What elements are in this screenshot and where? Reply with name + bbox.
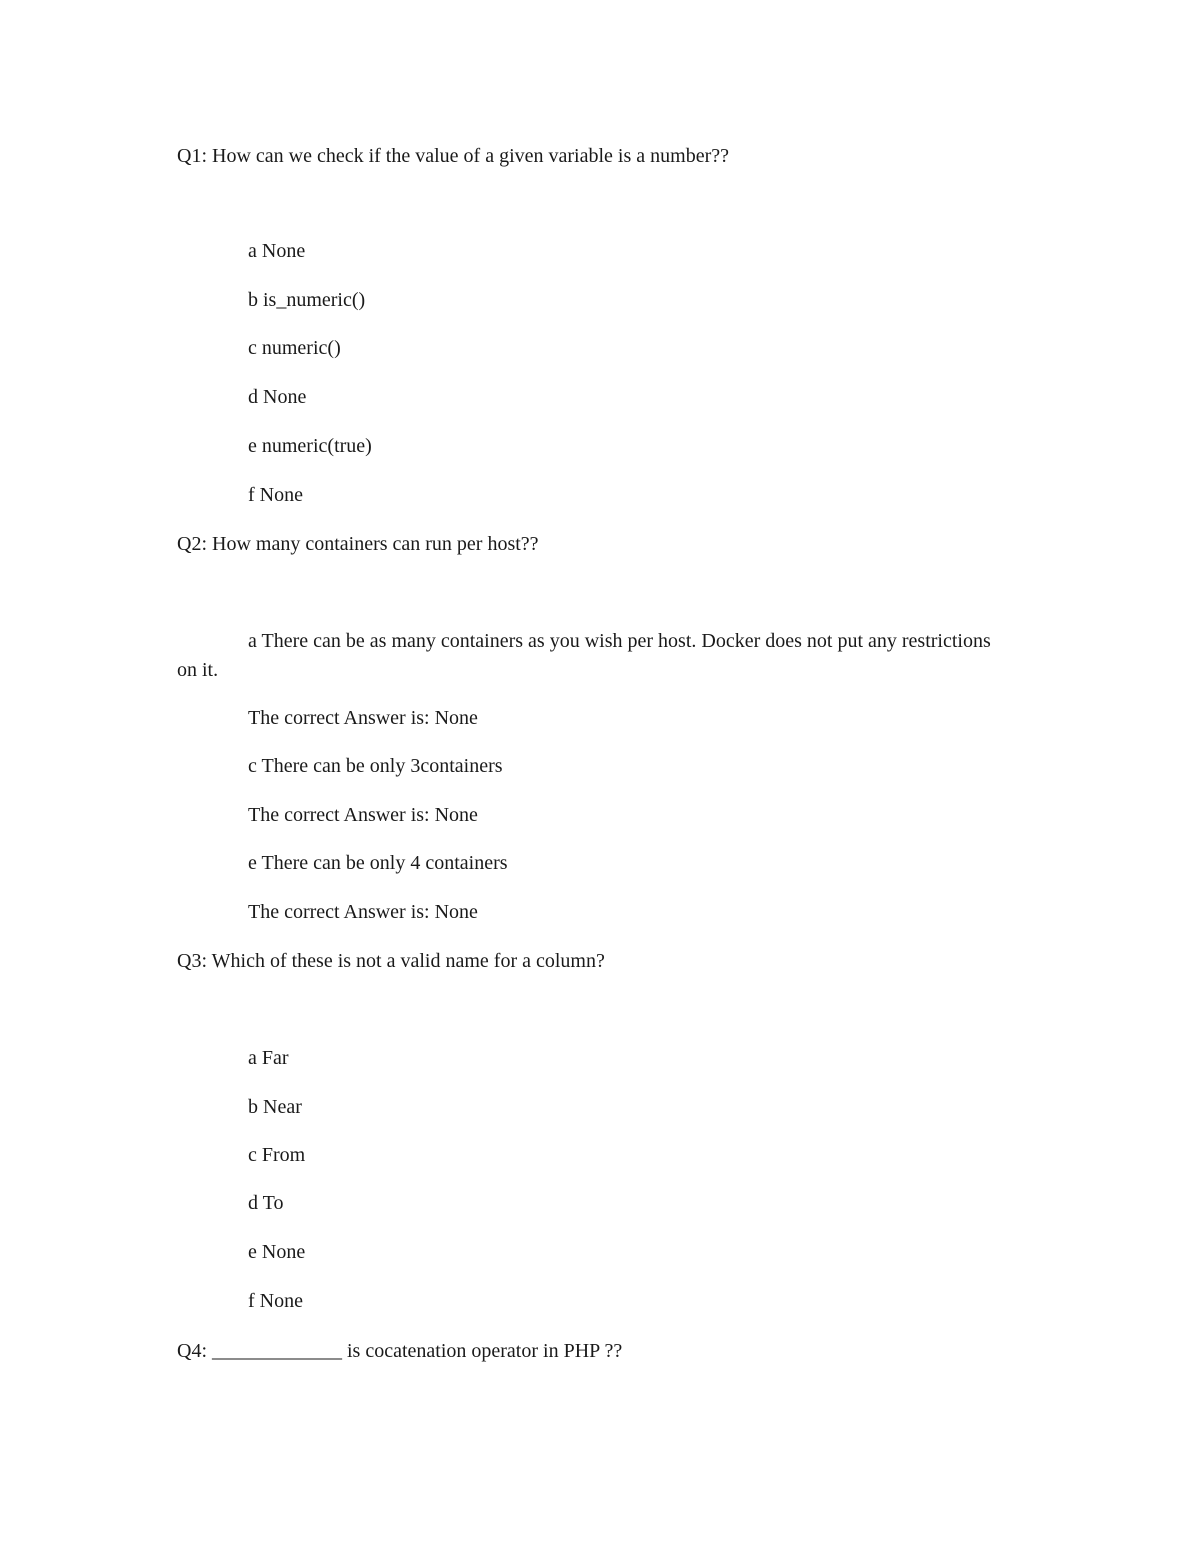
q3-option-a: a Far <box>248 1047 289 1069</box>
q2-answer-3: The correct Answer is: None <box>248 901 478 923</box>
q2-option-c: c There can be only 3containers <box>248 755 503 777</box>
q3-option-e: e None <box>248 1241 306 1263</box>
question-1: Q1: How can we check if the value of a given variable is a number?? <box>177 145 729 167</box>
q1-option-c: c numeric() <box>248 337 341 359</box>
q1-option-e: e numeric(true) <box>248 435 372 457</box>
question-4: Q4: _____________ is cocatenation operator in PHP ?? <box>177 1340 623 1362</box>
q2-answer-2: The correct Answer is: None <box>248 804 478 826</box>
q1-option-d: d None <box>248 386 307 408</box>
q3-option-d: d To <box>248 1192 284 1214</box>
q1-option-f: f None <box>248 484 303 506</box>
q1-option-b: b is_numeric() <box>248 289 366 311</box>
q2-option-e: e There can be only 4 containers <box>248 852 508 874</box>
question-2: Q2: How many containers can run per host?? <box>177 533 539 555</box>
q1-option-a: a None <box>248 240 306 262</box>
q2-answer-1: The correct Answer is: None <box>248 707 478 729</box>
q3-option-b: b Near <box>248 1096 302 1118</box>
q3-option-f: f None <box>248 1290 303 1312</box>
q2-option-a: a There can be as many containers as you wish per host. Docker does not put any restrictions on it. <box>177 630 991 681</box>
q3-option-c: c From <box>248 1144 306 1166</box>
question-3: Q3: Which of these is not a valid name for a column? <box>177 950 605 972</box>
